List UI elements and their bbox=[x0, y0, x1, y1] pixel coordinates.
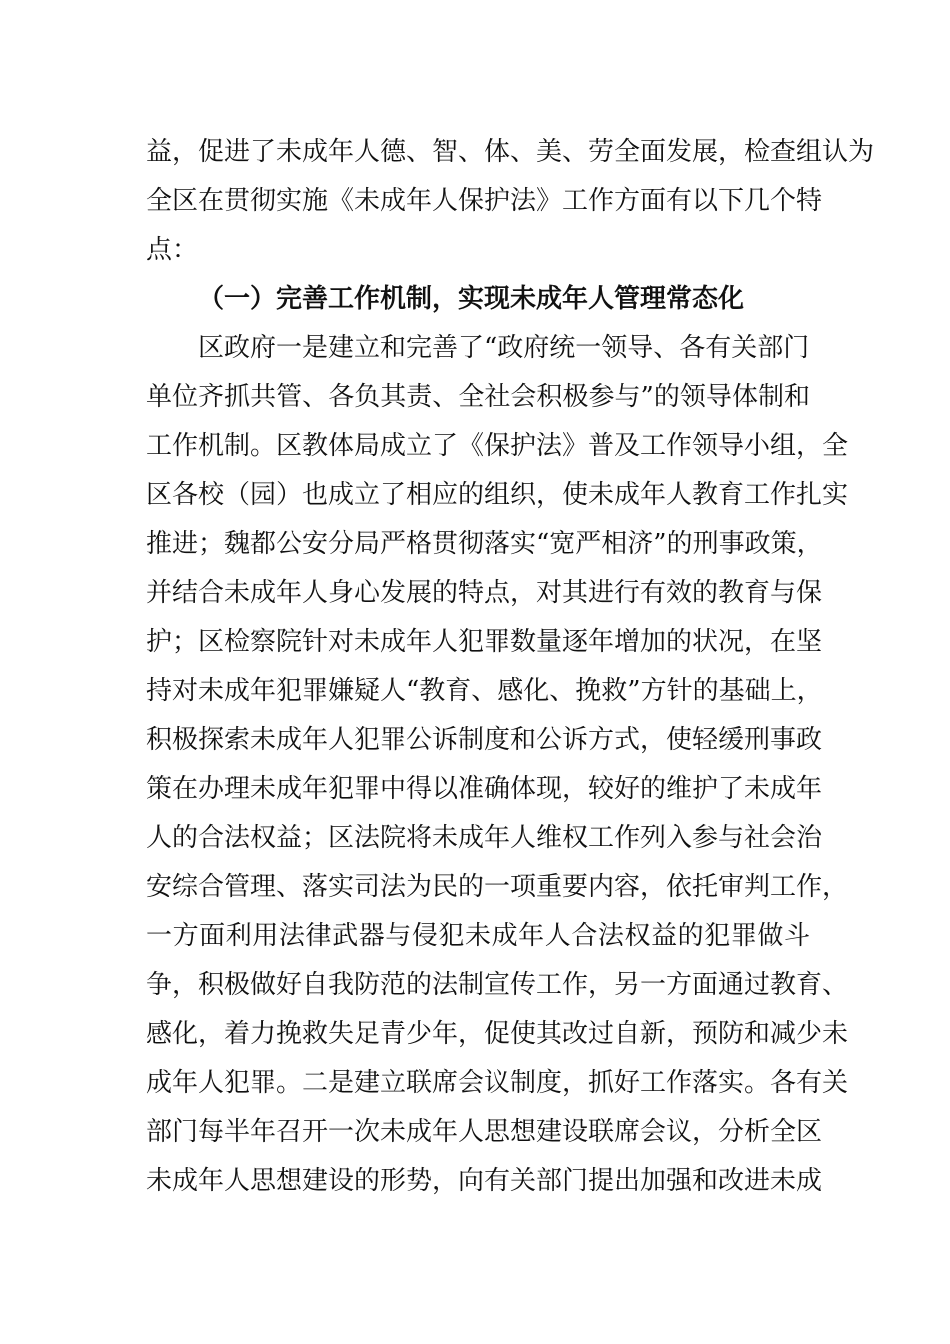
paragraph-line: 推进；魏都公安分局严格贯彻落实“宽严相济”的刑事政策， bbox=[146, 529, 823, 559]
paragraph-line: 护；区检察院针对未成年人犯罪数量逐年增加的状况，在坚 bbox=[146, 627, 823, 657]
paragraph-line: 并结合未成年人身心发展的特点，对其进行有效的教育与保 bbox=[146, 578, 823, 608]
paragraph-line: 感化，着力挽救失足青少年，促使其改过自新，预防和减少未 bbox=[146, 1019, 849, 1049]
section-heading: （一）完善工作机制，实现未成年人管理常态化 bbox=[198, 284, 745, 314]
paragraph-line: 益，促进了未成年人德、智、体、美、劳全面发展，检查组认为 bbox=[146, 137, 875, 167]
paragraph-line: 工作机制。区教体局成立了《保护法》普及工作领导小组，全 bbox=[146, 431, 849, 461]
paragraph-line: 成年人犯罪。二是建立联席会议制度，抓好工作落实。各有关 bbox=[146, 1068, 849, 1098]
paragraph-line: 积极探索未成年人犯罪公诉制度和公诉方式，使轻缓刑事政 bbox=[146, 725, 823, 755]
paragraph-line: 争，积极做好自我防范的法制宣传工作，另一方面通过教育、 bbox=[146, 970, 849, 1000]
document-body bbox=[146, 128, 875, 1206]
paragraph-line: 未成年人思想建设的形势，向有关部门提出加强和改进未成 bbox=[146, 1166, 823, 1196]
paragraph-line: 策在办理未成年犯罪中得以准确体现，较好的维护了未成年 bbox=[146, 774, 823, 804]
paragraph-line: 全区在贯彻实施《未成年人保护法》工作方面有以下几个特 bbox=[146, 186, 823, 216]
paragraph-line: 一方面利用法律武器与侵犯未成年人合法权益的犯罪做斗 bbox=[146, 921, 810, 951]
paragraph-line: 持对未成年犯罪嫌疑人“教育、感化、挽救”方针的基础上， bbox=[146, 676, 823, 706]
paragraph-line: 人的合法权益；区法院将未成年人维权工作列入参与社会治 bbox=[146, 823, 823, 853]
paragraph-line: 区政府一是建立和完善了“政府统一领导、各有关部门 bbox=[198, 333, 810, 363]
paragraph-line: 部门每半年召开一次未成年人思想建设联席会议，分析全区 bbox=[146, 1117, 823, 1147]
paragraph-line: 区各校（园）也成立了相应的组织，使未成年人教育工作扎实 bbox=[146, 480, 849, 510]
paragraph-line: 安综合管理、落实司法为民的一项重要内容，依托审判工作， bbox=[146, 872, 849, 902]
paragraph-line: 单位齐抓共管、各负其责、全社会积极参与”的领导体制和 bbox=[146, 382, 810, 412]
paragraph-line: 点： bbox=[146, 235, 199, 265]
